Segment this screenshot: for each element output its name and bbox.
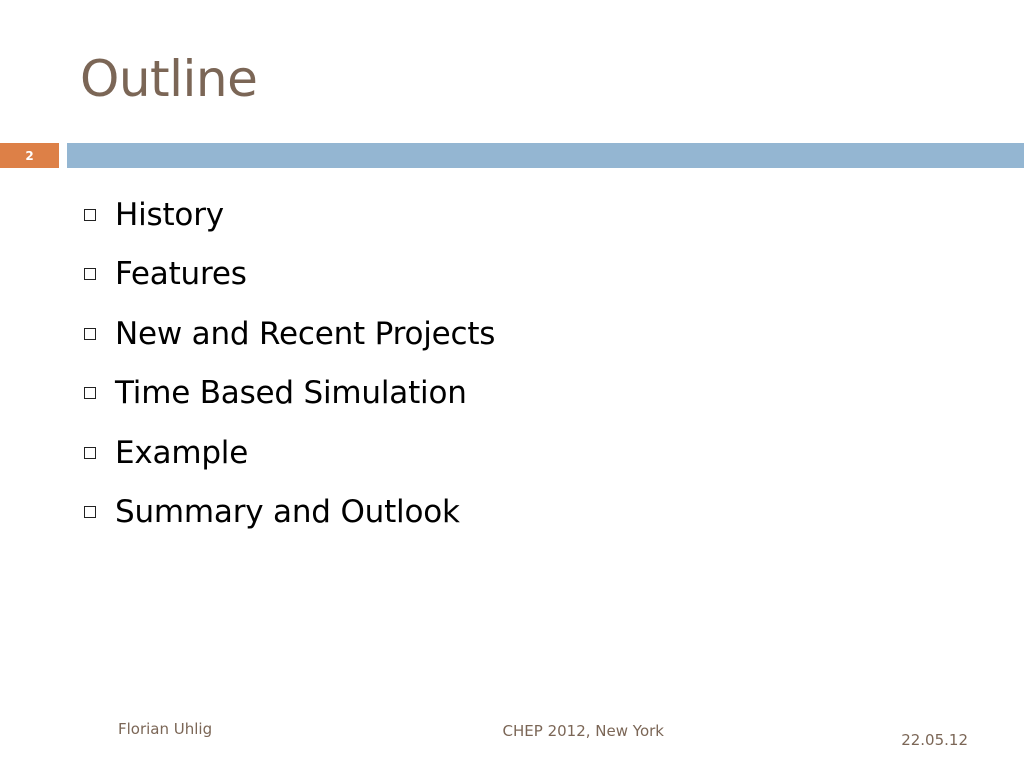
square-bullet-icon — [84, 447, 96, 459]
slide-title: Outline — [80, 50, 258, 108]
footer-author: Florian Uhlig — [118, 720, 213, 738]
bullet-text: Example — [115, 434, 249, 471]
bullet-text: Time Based Simulation — [115, 375, 467, 412]
bullet-item-example — [80, 423, 495, 483]
square-bullet-icon — [84, 506, 96, 518]
bullet-item-summary-outlook — [80, 483, 495, 543]
bullet-text: Features — [115, 256, 247, 293]
square-bullet-icon — [84, 209, 96, 221]
footer-date: 22.05.12 — [901, 731, 968, 749]
bullet-item-features — [80, 245, 495, 305]
bullet-text: New and Recent Projects — [115, 315, 496, 352]
square-bullet-icon — [84, 328, 96, 340]
slide-number: 2 — [25, 148, 34, 163]
bullet-item-time-based-simulation — [80, 364, 495, 424]
bullet-text: Summary and Outlook — [115, 494, 460, 531]
square-bullet-icon — [84, 268, 96, 280]
square-bullet-icon — [84, 387, 96, 399]
bullet-list — [80, 185, 495, 542]
bullet-text: History — [115, 196, 224, 233]
footer-event: CHEP 2012, New York — [502, 722, 664, 740]
bullet-item-history — [80, 185, 495, 245]
bullet-item-new-recent-projects — [80, 304, 495, 364]
slide-number-badge — [0, 143, 59, 168]
title-underline-bar — [67, 143, 1024, 168]
